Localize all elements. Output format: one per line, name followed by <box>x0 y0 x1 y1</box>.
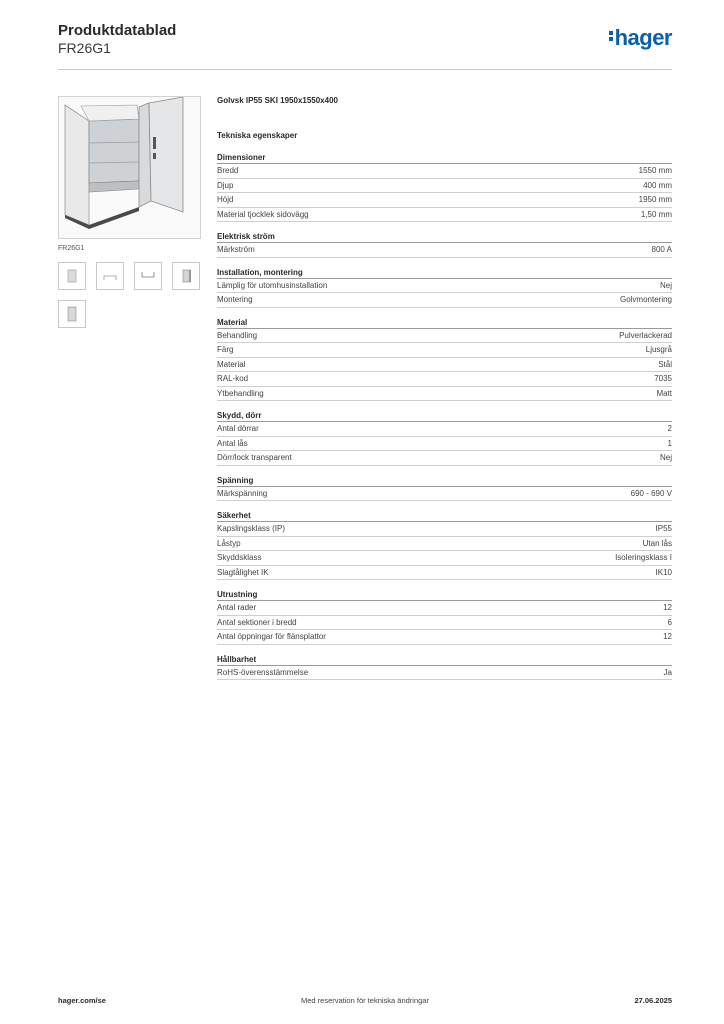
cabinet-door-icon <box>59 301 85 327</box>
spec-label: Dörr/lock transparent <box>217 453 292 462</box>
spec-row <box>217 666 672 681</box>
spec-value: 690 - 690 V <box>630 488 672 498</box>
spec-row <box>217 601 672 616</box>
spec-row <box>217 208 672 223</box>
product-image <box>58 96 201 239</box>
spec-value: Matt <box>656 388 672 398</box>
spec-value: Ljusgrå <box>645 345 672 354</box>
section-title: Elektrisk ström <box>217 231 672 243</box>
spec-label: Antal rader <box>217 603 257 612</box>
cabinet-top-icon <box>97 263 123 289</box>
spec-value: 2 <box>667 424 672 433</box>
spec-label: Slagtålighet IK <box>217 567 269 577</box>
spec-row <box>217 566 672 581</box>
cabinet-illustration <box>59 97 200 238</box>
section-title: Material <box>217 317 672 329</box>
spec-value: 6 <box>667 617 672 627</box>
thumbnail-door[interactable] <box>58 300 86 328</box>
spec-row <box>217 372 672 387</box>
section-title: Utrustning <box>217 589 672 601</box>
spec-row <box>217 164 672 179</box>
spec-row <box>217 630 672 645</box>
spec-row <box>217 358 672 373</box>
spec-value: Stål <box>658 359 672 369</box>
spec-label: RAL-kod <box>217 374 249 383</box>
cabinet-side-icon <box>173 263 199 289</box>
spec-label: Höjd <box>217 195 234 204</box>
spec-section <box>217 510 672 580</box>
thumbnail-top[interactable] <box>96 262 124 290</box>
spec-value: 1,50 mm <box>640 209 672 219</box>
spec-row <box>217 329 672 344</box>
spec-value: Utan lås <box>642 538 672 548</box>
spec-value: Nej <box>659 280 672 290</box>
spec-label: Behandling <box>217 330 258 340</box>
spec-section <box>217 152 672 222</box>
cabinet-front-icon <box>59 263 85 289</box>
spec-section <box>217 475 672 502</box>
section-title: Spänning <box>217 475 672 487</box>
section-title: Skydd, dörr <box>217 410 672 422</box>
spec-row <box>217 179 672 194</box>
spec-label: Antal öppningar för flänsplattor <box>217 632 326 641</box>
spec-value: Pulverlackerad <box>619 330 672 340</box>
spec-row <box>217 551 672 566</box>
spec-row <box>217 279 672 294</box>
spec-label: Skyddsklass <box>217 553 262 562</box>
spec-value: Isoleringsklass I <box>615 553 672 562</box>
cabinet-section-icon <box>135 263 161 289</box>
product-details <box>217 94 672 680</box>
footer-website-link[interactable]: hager.com/se <box>58 996 106 1005</box>
spec-section <box>217 267 672 308</box>
spec-label: Märkström <box>217 245 255 254</box>
spec-value: Ja <box>663 667 672 677</box>
page-header <box>58 20 672 70</box>
spec-sections <box>217 152 672 680</box>
spec-label: Material <box>217 359 246 369</box>
spec-row <box>217 537 672 552</box>
product-name: Golvsk IP55 SKI 1950x1550x400 <box>217 96 338 105</box>
spec-row <box>217 451 672 466</box>
spec-label: Låstyp <box>217 538 241 548</box>
spec-value: 400 mm <box>643 180 672 190</box>
logo-text: hager <box>614 25 672 50</box>
spec-value: 1950 mm <box>638 195 672 204</box>
spec-row <box>217 437 672 452</box>
spec-value: 1 <box>667 438 672 448</box>
document-title: Produktdatablad <box>58 22 177 39</box>
spec-section <box>217 317 672 402</box>
section-title: Dimensioner <box>217 152 672 164</box>
spec-row <box>217 193 672 208</box>
section-title: Installation, montering <box>217 267 672 279</box>
footer-date: 27.06.2025 <box>634 996 672 1005</box>
spec-value: 12 <box>663 603 672 612</box>
section-title: Säkerhet <box>217 510 672 522</box>
spec-value: 7035 <box>654 374 672 383</box>
spec-label: Montering <box>217 295 253 304</box>
spec-row <box>217 487 672 502</box>
spec-value: 12 <box>663 632 672 641</box>
spec-section <box>217 231 672 258</box>
spec-row <box>217 343 672 358</box>
spec-label: Ytbehandling <box>217 388 264 398</box>
spec-label: Märkspänning <box>217 488 268 498</box>
spec-label: Kapslingsklass (IP) <box>217 524 286 533</box>
spec-section <box>217 410 672 466</box>
thumbnail-front[interactable] <box>58 262 86 290</box>
section-title: Hållbarhet <box>217 654 672 666</box>
spec-section <box>217 589 672 645</box>
spec-value: IP55 <box>655 524 672 533</box>
spec-label: Antal lås <box>217 438 248 448</box>
spec-label: Djup <box>217 180 234 190</box>
spec-label: Material tjocklek sidovägg <box>217 209 309 219</box>
spec-row <box>217 293 672 308</box>
thumbnail-side[interactable] <box>172 262 200 290</box>
spec-value: Golvmontering <box>619 295 672 304</box>
spec-row <box>217 616 672 631</box>
spec-value: IK10 <box>655 567 672 577</box>
spec-label: Antal sektioner i bredd <box>217 617 297 627</box>
product-code: FR26G1 <box>58 40 111 56</box>
spec-value: Nej <box>659 453 672 462</box>
spec-label: Färg <box>217 345 234 354</box>
hager-logo <box>609 25 672 51</box>
spec-row <box>217 243 672 258</box>
image-caption: FR26G1 <box>58 245 85 252</box>
spec-label: Antal dörrar <box>217 424 259 433</box>
spec-value: 800 A <box>651 245 672 254</box>
page-footer <box>58 996 672 1010</box>
spec-label: RoHS-överensstämmelse <box>217 667 309 677</box>
footer-disclaimer: Med reservation för tekniska ändringar <box>301 996 429 1005</box>
spec-section <box>217 654 672 681</box>
spec-label: Lämplig för utomhusinstallation <box>217 280 328 290</box>
spec-row <box>217 387 672 402</box>
technical-properties-heading: Tekniska egenskaper <box>217 131 298 140</box>
spec-label: Bredd <box>217 166 239 175</box>
spec-row <box>217 422 672 437</box>
thumbnail-section[interactable] <box>134 262 162 290</box>
spec-row <box>217 522 672 537</box>
spec-value: 1550 mm <box>638 166 672 175</box>
logo-dots-icon <box>609 29 614 43</box>
